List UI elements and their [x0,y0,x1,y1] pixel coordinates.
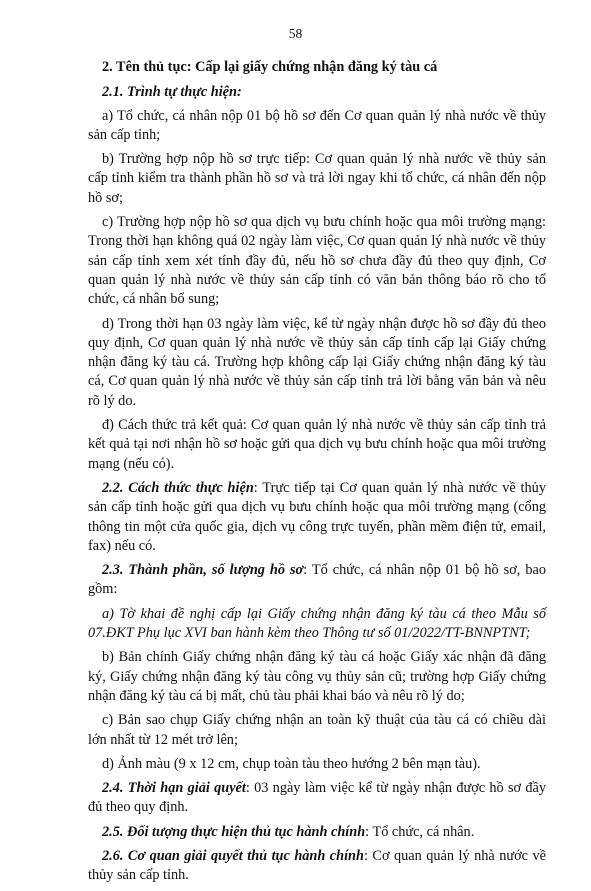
section-2-6 [88,847,546,886]
section-2-3-body: : Tổ chức, cá nhân nộp 01 bộ hồ sơ, bao gồm: [88,562,546,598]
step-a: a) Tổ chức, cá nhân nộp 01 bộ hồ sơ đến Cơ quan quản lý nhà nước về thủy sản cấp tỉnh; [88,107,546,143]
document-body [88,58,546,891]
section-2-3-title: 2.3. Thành phần, số lượng hồ sơ [102,562,304,579]
step-c: c) Trường hợp nộp hồ sơ qua dịch vụ bưu chính hoặc qua môi trường mạng: Trong thời hạn không quá 02 ngày làm việc, Cơ quan quản lý nhà nước về thủy sản cấp tỉnh xem xét tính đầy đủ, nếu hồ sơ chưa đầy đủ theo quy định, Cơ quan quản lý nhà nước về thủy sản cấp tỉnh có văn bản thông báo rõ cho tổ chức, cá nhân bổ sung; [88,214,546,308]
section-2-6-body: : Cơ quan quản lý nhà nước về thủy sản cấp tỉnh. [88,847,546,884]
page-number: 58 [288,26,303,41]
section-2-3 [88,561,546,600]
section-2-4 [88,779,546,818]
section-2-2-body: : Trực tiếp tại Cơ quan quản lý nhà nước về thủy sản cấp tỉnh hoặc gửi qua dịch vụ bưu chính hoặc qua môi trường mạng (cổng thông tin một cửa quốc gia, dịch vụ công trực tuyến, phần mềm điện tử, email, fax) nếu có. [88,479,546,554]
document-b: b) Bản chính Giấy chứng nhận đăng ký tàu cá hoặc Giấy xác nhận đã đăng ký, Giấy chứng nhận đăng ký tàu công vụ thủy sản cũ; trường hợp Giấy chứng nhận đăng ký tàu cá bị mất, chủ tàu phải khai báo và nêu rõ lý do; [88,649,546,704]
section-2-2 [88,479,546,556]
step-d: d) Trong thời hạn 03 ngày làm việc, kể từ ngày nhận được hồ sơ đầy đủ theo quy định, Cơ quan quản lý nhà nước về thủy sản cấp tỉnh cấp lại Giấy chứng nhận đăng ký tàu cá. Trường hợp không cấp lại Giấy chứng nhận đăng ký tàu cá, Cơ quan quản lý nhà nước về thủy sản cấp tỉnh trả lời bằng văn bản và nêu rõ lý do. [88,315,546,409]
section-2-1-title: 2.1. Trình tự thực hiện: [102,84,242,101]
section-2-2-title: 2.2. Cách thức thực hiện [102,479,254,496]
section-2-4-title: 2.4. Thời hạn giải quyết [102,780,246,797]
section-2-5-body: : Tổ chức, cá nhân. [365,823,475,840]
document-a: a) Tờ khai đề nghị cấp lại Giấy chứng nhận đăng ký tàu cá theo Mẫu số 07.ĐKT Phụ lục XVI ban hành kèm theo Thông tư số 01/2022/TT-BNNPTNT; [88,605,546,642]
section-2-5-title: 2.5. Đối tượng thực hiện thủ tục hành chính [102,823,366,840]
document-d: d) Ảnh màu (9 x 12 cm, chụp toàn tàu theo hướng 2 bên mạn tàu). [102,755,481,772]
procedure-heading: 2. Tên thủ tục: Cấp lại giấy chứng nhận đăng ký tàu cá [102,59,438,75]
document-c: c) Bản sao chụp Giấy chứng nhận an toàn kỹ thuật của tàu cá có chiều dài lớn nhất từ 12 mét trở lên; [88,712,546,748]
section-2-6-title: 2.6. Cơ quan giải quyết thủ tục hành chính [102,847,364,864]
section-2-5 [88,823,546,842]
step-dd: đ) Cách thức trả kết quả: Cơ quan quản lý nhà nước về thủy sản cấp tỉnh trả kết quả tại nơi nhận hồ sơ hoặc gửi qua dịch vụ bưu chính hoặc qua môi trường mạng (nếu có). [88,417,546,472]
section-2-4-body: : 03 ngày làm việc kể từ ngày nhận được hồ sơ đầy đủ theo quy định. [88,780,546,816]
step-b: b) Trường hợp nộp hồ sơ trực tiếp: Cơ quan quản lý nhà nước về thủy sản cấp tỉnh kiểm tra thành phần hồ sơ và trả lời ngay khi tổ chức, cá nhân đến nộp hồ sơ; [88,151,546,206]
